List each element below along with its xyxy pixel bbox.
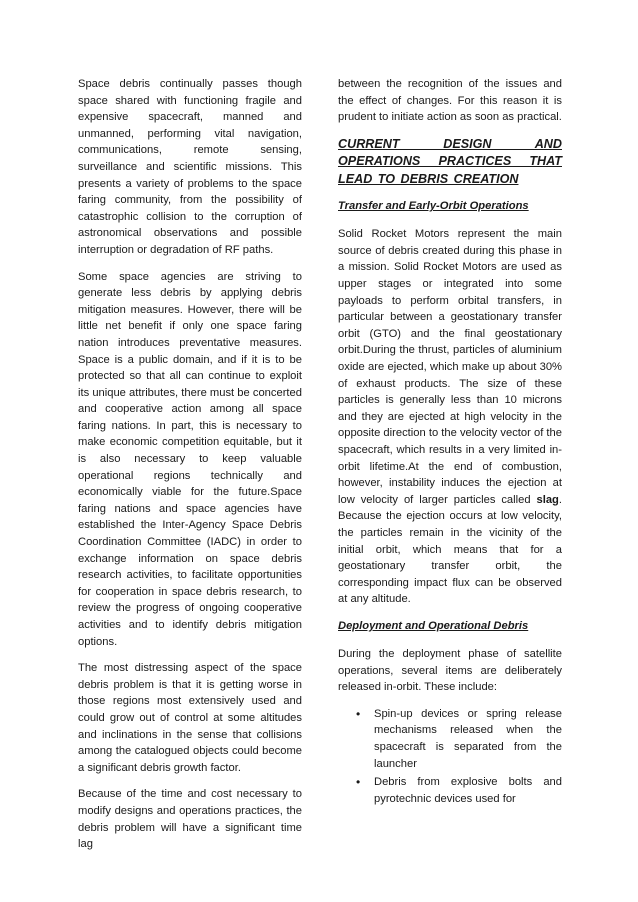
srm-text-part2: . Because the ejection occurs at low velocity, the particles remain in the vicinity of the initial orbit, which means that for a geostationary transfer orbit, the corresponding impact flux can be observed at any altitude. xyxy=(338,493,562,606)
right-column xyxy=(338,76,562,809)
section-heading-current-practices: CURRENT DESIGN AND OPERATIONS PRACTICES THAT LEAD TO DEBRIS CREATION xyxy=(338,136,562,186)
bullet-icon: • xyxy=(356,775,361,790)
left-column xyxy=(78,76,302,863)
paragraph-time-lag: Because of the time and cost necessary to modify designs and operations practices, the debris problem will have a significant time lag xyxy=(78,788,302,851)
paragraph-solid-rocket-motors xyxy=(338,226,562,608)
srm-text-part1: Solid Rocket Motors represent the main source of debris created during this phase in a mission. Solid Rocket Motors are used as upper stages or integrated into some payloads to perform orbital transfers, in particular between a geostationary transfer orbit (GTO) and the final geostationary orbit.During the thrust, particles of aluminium oxide are ejected, which make up about 30% of exhaust products. The size of these particles is generally less than 10 microns and they are ejected at high velocity in the opposite direction to the velocity vector of the spacecraft, which results in a very limited in-orbit lifetime.At the end of combustion, however, instability induces the ejection at low velocity of larger particles called xyxy=(338,228,562,506)
paragraph-deployment-phase: During the deployment phase of satellite operations, several items are deliberately released in-orbit. These include: xyxy=(338,647,562,694)
list-item xyxy=(356,706,562,772)
released-items-list xyxy=(338,706,562,808)
list-item-text: Debris from explosive bolts and pyrotechnic devices used for xyxy=(374,776,562,805)
subheading-deployment-operational-debris: Deployment and Operational Debris xyxy=(338,619,529,632)
bullet-icon: • xyxy=(356,706,361,721)
paragraph-mitigation-measures: Some space agencies are striving to generate less debris by applying debris mitigation measures. However, there will be little net benefit if only one space faring nation introduces preventative measures. Space is a public domain, and if it is to be protected so that all can continue to exploit its unique attributes, there must be concerted and cooperative action among all space faring nations. In part, this is necessary to make economic competition equitable, but it is also necessary to keep valuable operational regions technically and economically viable for the future.Space faring nations and space agencies have established the Inter-Agency Space Debris Coordination Committee (IADC) in order to exchange information on space debris research activities, to facilitate opportunities for cooperation in space debris research, to review the progress of ongoing cooperative activities and to identify debris mitigation options. xyxy=(78,270,302,648)
paragraph-distressing-aspect: The most distressing aspect of the space debris problem is that it is getting worse in those regions most extensively used and could grow out of control at some altitudes and inclinations in the sense that collisions among the catalogued objects could become a significant debris growth factor. xyxy=(78,662,302,774)
paragraph-space-debris-intro: Space debris continually passes though space shared with functioning fragile and expensive spacecraft, manned and unmanned, performing vital navigation, communications, remote sensing, surveillance and scientific missions. This presents a variety of problems to the space faring community, from the possibility of catastrophic collision to the corruption of astronomical observations and possible interruption or degradation of RF paths. xyxy=(78,78,302,256)
paragraph-time-lag-continued: between the recognition of the issues and the effect of changes. For this reason it is prudent to initiate action as soon as practical. xyxy=(338,78,562,124)
list-item-text: Spin-up devices or spring release mechanisms released when the spacecraft is separated from the launcher xyxy=(374,707,562,770)
subheading-transfer-early-orbit: Transfer and Early-Orbit Operations xyxy=(338,200,529,213)
slag-term: slag xyxy=(536,493,559,506)
list-item xyxy=(356,774,562,807)
